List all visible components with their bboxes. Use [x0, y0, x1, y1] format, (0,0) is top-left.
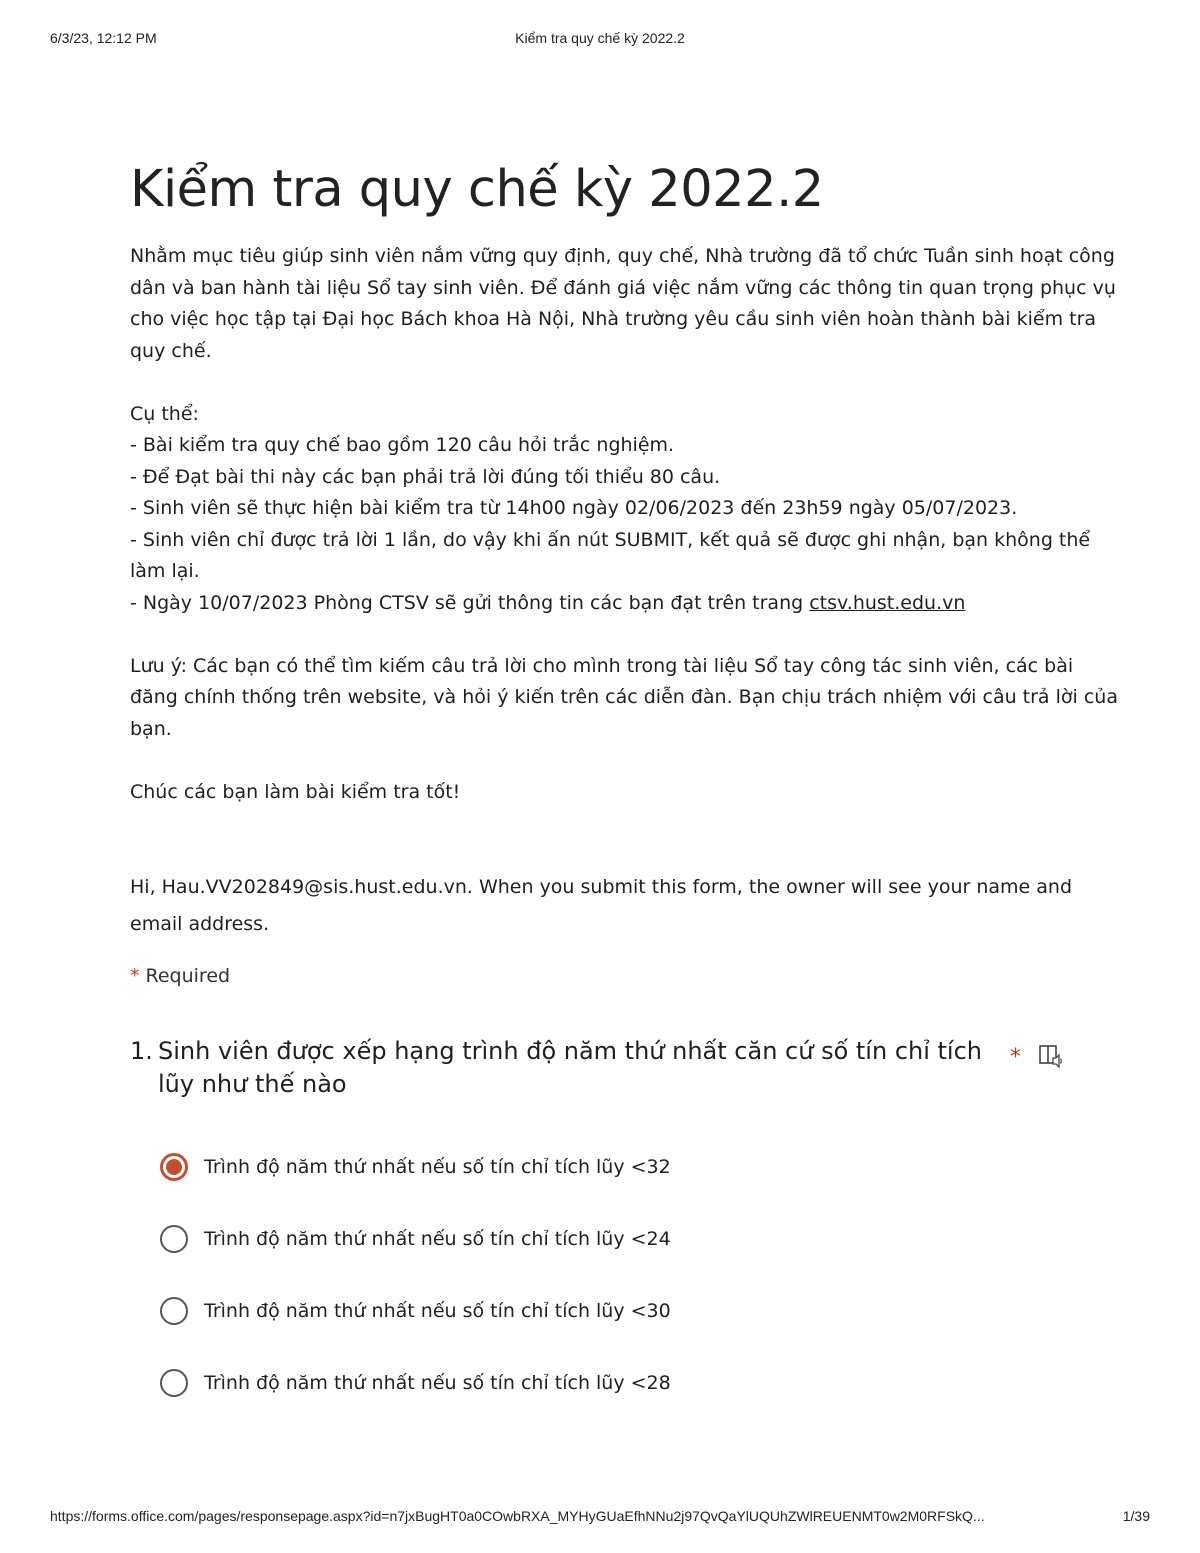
options-list — [130, 1131, 1120, 1419]
option-4[interactable] — [160, 1347, 1120, 1419]
form-container — [130, 160, 1120, 1419]
radio-button-selected[interactable] — [160, 1153, 188, 1181]
option-2[interactable] — [160, 1203, 1120, 1275]
bullet-item: - Để Đạt bài thi này các bạn phải trả lời đúng tối thiểu 80 câu. — [130, 465, 721, 488]
ctsv-link[interactable]: ctsv.hust.edu.vn — [809, 591, 966, 614]
option-label: Trình độ năm thứ nhất nếu số tín chỉ tích lũy <30 — [204, 1300, 671, 1322]
print-url: https://forms.office.com/pages/responsepage.aspx?id=n7jxBugHT0a0COwbRXA_MYHyGUaEfhNNu2j97QvQaYlUQUhZWlREUENMT0w2M0RFSkQ... — [50, 1508, 985, 1524]
option-3[interactable] — [160, 1275, 1120, 1347]
bullet-item-text: - Ngày 10/07/2023 Phòng CTSV sẽ gửi thông tin các bạn đạt trên trang — [130, 591, 810, 614]
bullet-item: - Sinh viên chỉ được trả lời 1 lần, do vậy khi ấn nút SUBMIT, kết quả sẽ được ghi nhận, bạn không thể làm lại. — [130, 528, 1091, 582]
bullet-item: - Sinh viên sẽ thực hiện bài kiểm tra từ 14h00 ngày 02/06/2023 đến 23h59 ngày 05/07/2023. — [130, 497, 1018, 519]
closing-text: Chúc các bạn làm bài kiểm tra tốt! — [130, 780, 461, 803]
option-label: Trình độ năm thứ nhất nếu số tín chỉ tích lũy <24 — [204, 1228, 671, 1250]
required-label: Required — [145, 965, 231, 987]
required-legend — [130, 965, 1120, 987]
bullet-item-link-line — [130, 588, 1120, 620]
print-date: 6/3/23, 12:12 PM — [50, 30, 157, 46]
form-title: Kiểm tra quy chế kỳ 2022.2 — [130, 160, 824, 219]
radio-button[interactable] — [160, 1225, 188, 1253]
option-1[interactable] — [160, 1131, 1120, 1203]
question-required-star: * — [1010, 1045, 1021, 1070]
question-number: 1. — [130, 1037, 153, 1065]
specifics-heading: Cụ thể: — [130, 402, 199, 425]
intro-paragraph: Nhằm mục tiêu giúp sinh viên nắm vững quy định, quy chế, Nhà trường đã tổ chức Tuần sinh hoạt công dân và ban hành tài liệu Sổ tay sinh viên. Để đánh giá việc nắm vững các thông tin quan trọng phục vụ cho việc học tập tại Đại học Bách khoa Hà Nội, Nhà trường yêu cầu sinh viên hoàn thành bài kiểm tra quy chế. — [130, 245, 1116, 362]
identity-notice: Hi, Hau.VV202849@sis.hust.edu.vn. When you submit this form, the owner will see your name and email address. — [130, 876, 1073, 935]
form-description — [130, 241, 1120, 808]
required-star: * — [130, 965, 140, 987]
immersive-reader-icon[interactable] — [1038, 1043, 1064, 1069]
radio-button[interactable] — [160, 1297, 188, 1325]
option-label: Trình độ năm thứ nhất nếu số tín chỉ tích lũy <32 — [204, 1156, 671, 1178]
option-label: Trình độ năm thứ nhất nếu số tín chỉ tích lũy <28 — [204, 1372, 671, 1394]
bullet-item: - Bài kiểm tra quy chế bao gồm 120 câu hỏi trắc nghiệm. — [130, 434, 675, 456]
print-doc-title: Kiểm tra quy chế kỳ 2022.2 — [515, 30, 685, 46]
question-title — [130, 1035, 1010, 1101]
page-number: 1/39 — [1122, 1508, 1150, 1524]
question-1 — [130, 1035, 1120, 1419]
radio-button[interactable] — [160, 1369, 188, 1397]
question-text: Sinh viên được xếp hạng trình độ năm thứ nhất căn cứ số tín chỉ tích lũy như thế nào — [158, 1037, 983, 1098]
note-paragraph: Lưu ý: Các bạn có thể tìm kiếm câu trả lời cho mình trong tài liệu Sổ tay công tác sinh viên, các bài đăng chính thống trên website, và hỏi ý kiến trên các diễn đàn. Bạn chịu trách nhiệm với câu trả lời của bạn. — [130, 654, 1118, 740]
